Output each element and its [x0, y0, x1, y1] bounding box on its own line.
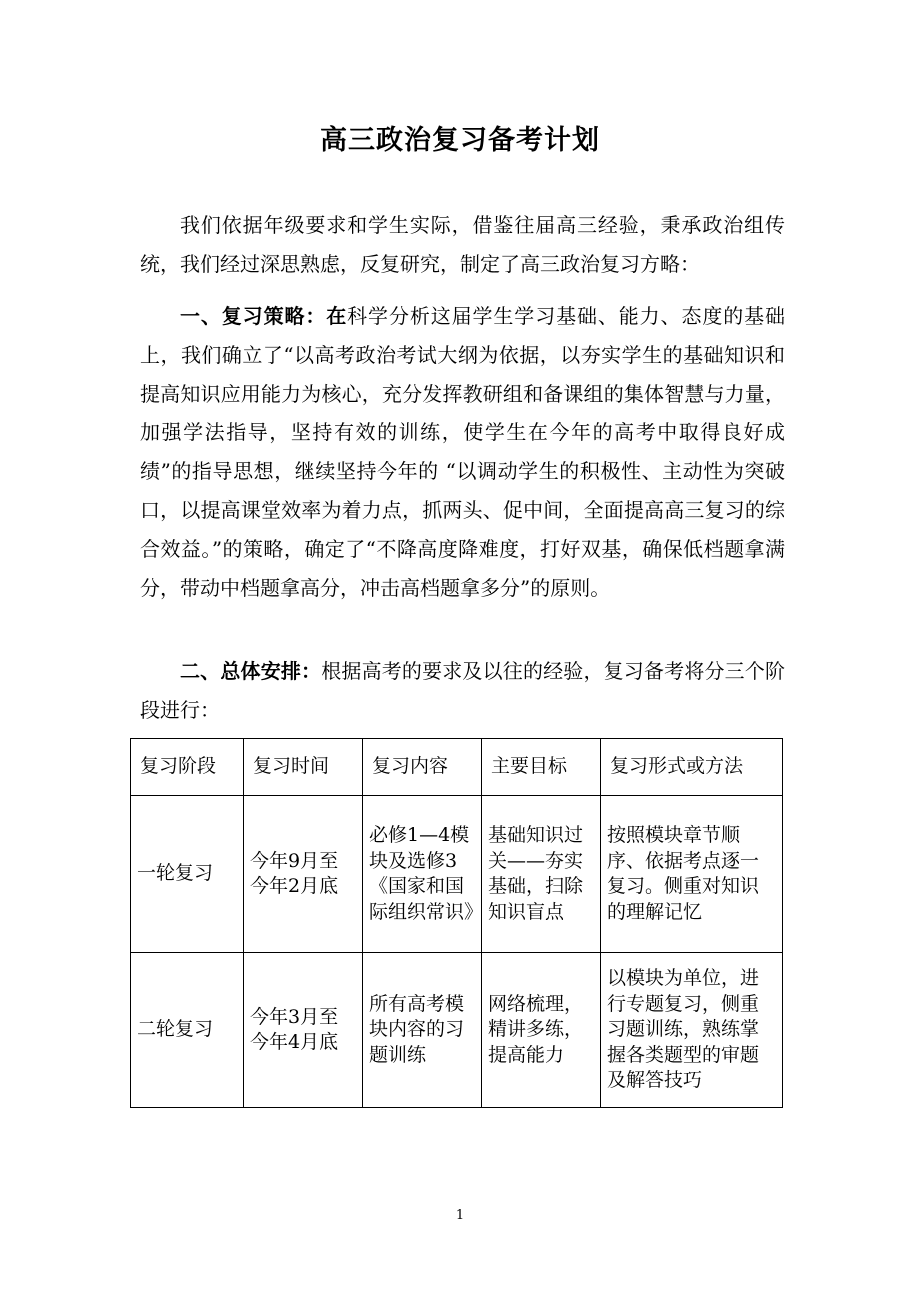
arrangement-heading: 二、总体安排：	[180, 659, 322, 683]
strategy-heading: 一、复习策略：	[180, 304, 327, 328]
cell-goal: 网络梳理，精讲多练，提高能力	[482, 953, 601, 1108]
header-goal: 主要目标	[482, 739, 601, 796]
cell-time: 今年9月至今年2月底	[244, 796, 363, 953]
cell-time: 今年3月至今年4月底	[244, 953, 363, 1108]
table-row	[131, 796, 783, 953]
arrangement-body: 根据高考的要求及以往的经验，复习备考将分三个阶段进行：	[140, 659, 786, 722]
strategy-lead: 在	[326, 304, 348, 328]
cell-goal: 基础知识过关——夯实基础，扫除知识盲点	[482, 796, 601, 953]
cell-content: 必修1—4模块及选修3《国家和国际组织常识》	[363, 796, 482, 953]
table-header-row	[131, 739, 783, 796]
header-content: 复习内容	[363, 739, 482, 796]
strategy-paragraph	[140, 297, 785, 607]
header-stage: 复习阶段	[131, 739, 244, 796]
page-title: 高三政治复习备考计划	[320, 125, 600, 156]
strategy-body: 科学分析这届学生学习基础、能力、态度的基础上，我们确立了“以高考政治考试大纲为依据，以夯实学生的基础知识和提高知识应用能力为核心，充分发挥教研组和备课组的集体智慧与力量，加强学法指导，坚持有效的训练，使学生在今年的高考中取得良好成绩”的指导思想，继续坚持今年的 “以调动学生的积极性、主动性为突破口，以提高课堂效率为着力点，抓两头、促中间，全面提高高三复习的综合效益。”的策略，确定了“不降高度降难度，打好双基，确保低档题拿满分，带动中档题拿高分，冲击高档题拿多分”的原则。	[140, 304, 786, 600]
intro-paragraph: 我们依据年级要求和学生实际，借鉴往届高三经验，秉承政治组传统，我们经过深思熟虑，反复研究，制定了高三政治复习方略：	[140, 213, 785, 276]
cell-stage: 二轮复习	[131, 953, 244, 1108]
header-time: 复习时间	[244, 739, 363, 796]
arrangement-paragraph	[140, 652, 785, 730]
review-plan-table	[130, 738, 783, 1108]
table-row	[131, 953, 783, 1108]
cell-method: 以模块为单位，进行专题复习，侧重习题训练，熟练掌握各类题型的审题及解答技巧	[601, 953, 783, 1108]
cell-method: 按照模块章节顺序、依据考点逐一复习。侧重对知识的理解记忆	[601, 796, 783, 953]
cell-stage: 一轮复习	[131, 796, 244, 953]
header-method: 复习形式或方法	[601, 739, 783, 796]
page-number: 1	[455, 1208, 465, 1223]
cell-content: 所有高考模块内容的习题训练	[363, 953, 482, 1108]
